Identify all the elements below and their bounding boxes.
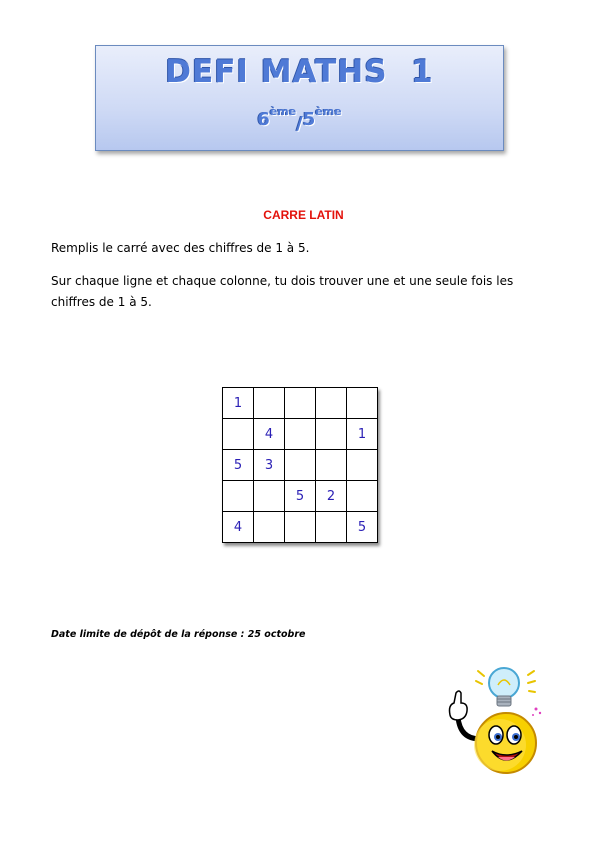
grid-cell[interactable]: 5 [285, 481, 316, 512]
grid-cell[interactable]: 5 [347, 512, 378, 543]
grid-cell[interactable]: 4 [254, 419, 285, 450]
grid-row [223, 388, 378, 419]
grid-cell[interactable] [254, 481, 285, 512]
grid-cell[interactable]: 3 [254, 450, 285, 481]
grid-cell[interactable] [347, 481, 378, 512]
page-title: DEFI MATHS 1 [165, 54, 434, 90]
grid-cell[interactable]: 4 [223, 512, 254, 543]
smiley-lightbulb-icon [440, 665, 550, 780]
section-title: CARRE LATIN [263, 208, 344, 222]
latin-square-grid [222, 387, 378, 543]
grid-cell[interactable] [316, 450, 347, 481]
grid-row [223, 481, 378, 512]
grid-row [223, 450, 378, 481]
grid-cell[interactable]: 1 [347, 419, 378, 450]
grid-cell[interactable]: 2 [316, 481, 347, 512]
grid-cell[interactable] [285, 419, 316, 450]
grade-level [96, 105, 503, 134]
instruction-2: Sur chaque ligne et chaque colonne, tu dois trouver une et une seule fois les chiffres de 1 à 5. [51, 274, 514, 309]
level-a-sup: ème [269, 105, 297, 118]
grid-cell[interactable] [254, 388, 285, 419]
title-banner [95, 45, 504, 151]
level-a: 6 [257, 109, 270, 130]
level-b-sup: ème [315, 105, 342, 118]
grid-cell[interactable] [316, 512, 347, 543]
grid-cell[interactable] [223, 419, 254, 450]
grid-cell[interactable] [316, 419, 347, 450]
grid-cell[interactable]: 5 [223, 450, 254, 481]
grid-cell[interactable] [223, 481, 254, 512]
grid-cell[interactable] [347, 388, 378, 419]
level-b: 5 [302, 109, 316, 130]
grid-cell[interactable] [285, 450, 316, 481]
grid-cell[interactable]: 1 [223, 388, 254, 419]
grid-row [223, 419, 378, 450]
grid-cell[interactable] [316, 388, 347, 419]
grid-cell[interactable] [285, 388, 316, 419]
instruction-1: Remplis le carré avec des chiffres de 1 à 5. [51, 241, 310, 255]
deadline-text: Date limite de dépôt de la réponse : 25 octobre [51, 629, 306, 640]
level-separator: / [296, 113, 303, 134]
grid-cell[interactable] [254, 512, 285, 543]
grid-cell[interactable] [347, 450, 378, 481]
grid-row [223, 512, 378, 543]
grid-cell[interactable] [285, 512, 316, 543]
